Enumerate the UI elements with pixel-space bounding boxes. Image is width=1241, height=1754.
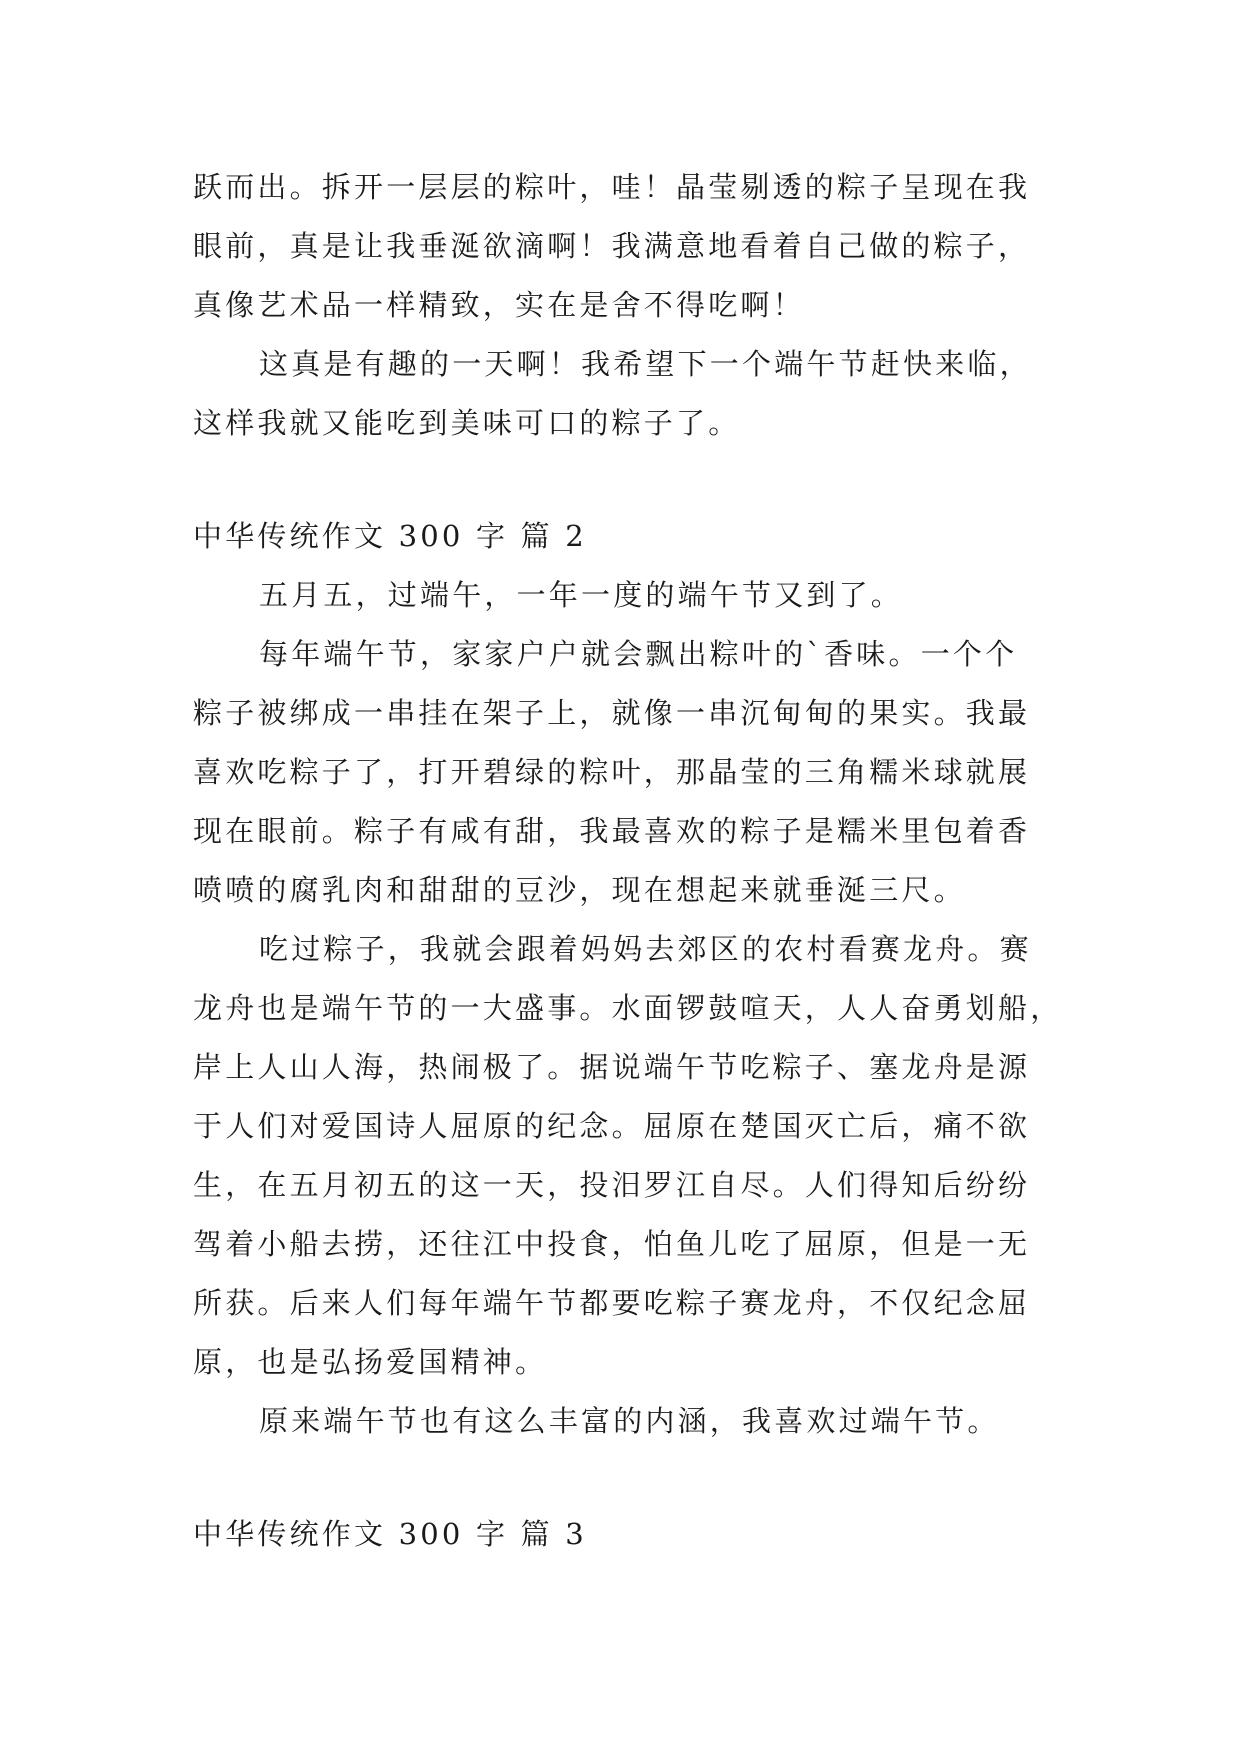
text-line: 喜欢吃粽子了，打开碧绿的粽叶，那晶莹的三角糯米球就展 <box>193 755 1031 789</box>
text-line: 原来端午节也有这么丰富的内涵，我喜欢过端午节。 <box>259 1404 1000 1438</box>
paragraph-zongzi <box>193 625 1055 920</box>
text-line: 每年端午节，家家户户就会飘出粽叶的`香味。一个个 <box>259 637 1018 671</box>
text-line: 真像艺术品一样精致，实在是舍不得吃啊！ <box>193 288 805 322</box>
text-line: 龙舟也是端午节的一大盛事。水面锣鼓喧天，人人奋勇划船， <box>193 991 1063 1025</box>
text-line: 所获。后来人们每年端午节都要吃粽子赛龙舟，不仅纪念屈 <box>193 1286 1031 1320</box>
text-line: 这真是有趣的一天啊！我希望下一个端午节赶快来临， <box>259 347 1032 381</box>
text-line: 这样我就又能吃到美味可口的粽子了。 <box>193 406 741 440</box>
paragraph-dragon-boat <box>193 920 1063 1392</box>
text-line: 原，也是弘扬爱国精神。 <box>193 1345 548 1379</box>
text-line: 驾着小船去捞，还往江中投食，怕鱼儿吃了屈原，但是一无 <box>193 1227 1031 1261</box>
document-page <box>193 158 1063 1564</box>
essay-heading-2: 中华传统作文 300 字 篇 2 <box>193 519 587 553</box>
text-line: 岸上人山人海，热闹极了。据说端午节吃粽子、塞龙舟是源 <box>193 1050 1031 1084</box>
text-line: 喷喷的腐乳肉和甜甜的豆沙，现在想起来就垂涎三尺。 <box>193 873 966 907</box>
text-line: 五月五，过端午，一年一度的端午节又到了。 <box>259 578 904 612</box>
essay-heading-3: 中华传统作文 300 字 篇 3 <box>193 1517 587 1551</box>
paragraph-continued <box>193 158 1055 335</box>
paragraph-closing <box>193 335 1055 453</box>
section-gap <box>193 1451 1055 1505</box>
text-line: 粽子被绑成一串挂在架子上，就像一串沉甸甸的果实。我最 <box>193 696 1031 730</box>
text-line: 眼前，真是让我垂涎欲滴啊！我满意地看着自己做的粽子， <box>193 229 1031 263</box>
text-line: 吃过粽子，我就会跟着妈妈去郊区的农村看赛龙舟。赛 <box>259 932 1032 966</box>
section-gap <box>193 453 1055 507</box>
text-line: 生，在五月初五的这一天，投汨罗江自尽。人们得知后纷纷 <box>193 1168 1031 1202</box>
text-line: 跃而出。拆开一层层的粽叶，哇！晶莹剔透的粽子呈现在我 <box>193 170 1031 204</box>
text-line: 现在眼前。粽子有咸有甜，我最喜欢的粽子是糯米里包着香 <box>193 814 1031 848</box>
text-line: 于人们对爱国诗人屈原的纪念。屈原在楚国灭亡后，痛不欲 <box>193 1109 1031 1143</box>
paragraph-intro <box>193 566 1055 625</box>
paragraph-conclusion <box>193 1392 1055 1451</box>
